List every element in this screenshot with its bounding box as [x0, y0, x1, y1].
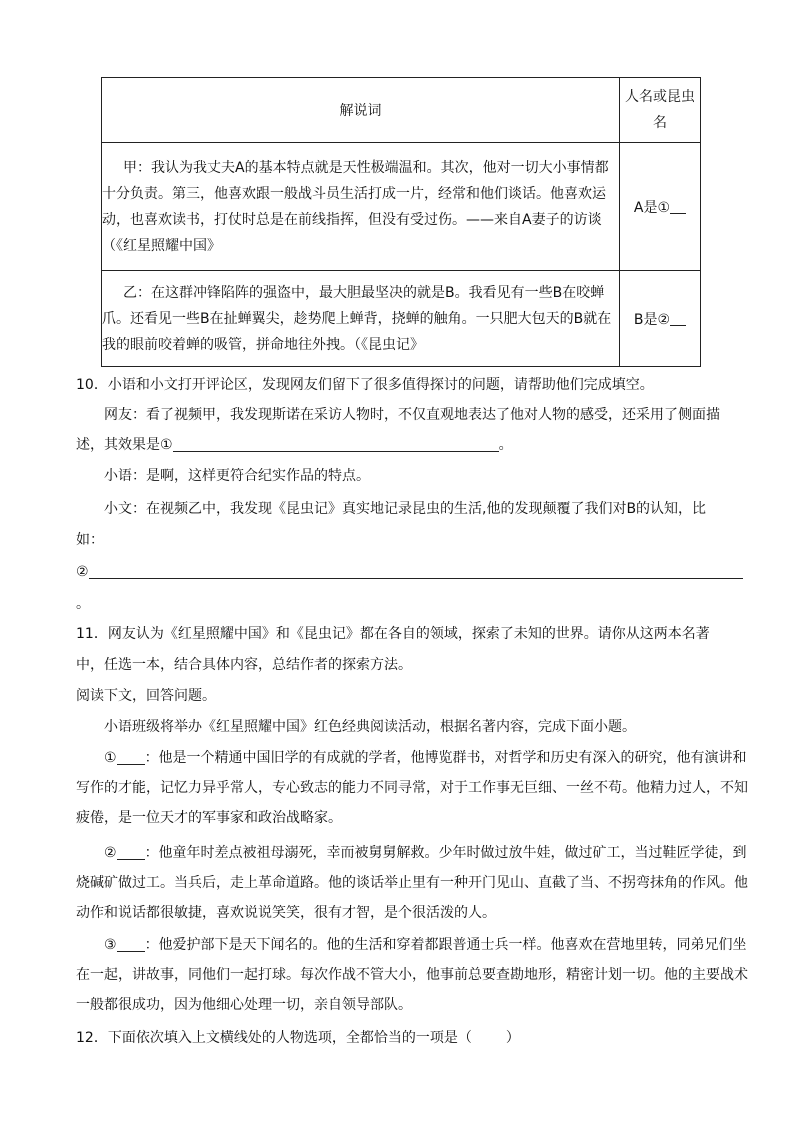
q12-close: ） — [505, 1030, 520, 1046]
answer-a-label: A是① — [633, 199, 671, 216]
q10-xiaowen-line1: 小文：在视频乙中，我发现《昆虫记》真实地记录昆虫的生活,他的发现颠覆了我们对B的认知，比 — [104, 501, 707, 517]
p1-label: ① — [104, 750, 117, 766]
q11-line1: 11．网友认为《红星照耀中国》和《昆虫记》都在各自的领域，探索了未知的世界。请你从这两本名著 — [76, 626, 710, 642]
q12-stem-line — [76, 1023, 748, 1053]
q10-netizen-prefix: 述，其效果是① — [76, 437, 173, 453]
q10-netizen-line2 — [76, 430, 748, 460]
header-name-line1: 人名或昆虫 — [625, 89, 695, 105]
p1-text: ：他是一个精通中国旧学的有成就的学者，他博览群书，对哲学和历史有深入的研究，他有演讲和写作的才能，记忆力异乎常人，专心致志的能力不同寻常，对于工作事无巨细、一丝不苟。他精力过人，不知疲倦，是一位天才的军事家和政治战略家。 — [76, 750, 748, 826]
row-yi-answer — [620, 271, 701, 367]
answer-b-blank[interactable] — [670, 311, 686, 326]
q10-xiaoyu: 小语：是啊，这样更符合纪实作品的特点。 — [104, 468, 370, 484]
q10-blank2-end: 。 — [76, 596, 90, 612]
reading-paragraph-2 — [76, 838, 748, 928]
reading-paragraph-3 — [76, 930, 748, 1020]
q10-stem: 10．小语和小文打开评论区，发现网友们留下了很多值得探讨的问题，请帮助他们完成填空。 — [76, 377, 654, 393]
q11-line2: 中，任选一本，结合具体内容，总结作者的探索方法。 — [76, 657, 412, 673]
answer-b-label: B是② — [633, 311, 671, 328]
header-commentary: 解说词 — [102, 78, 620, 143]
row-jia-text: 甲：我认为我丈夫A的基本特点就是天性极端温和。其次，他对一切大小事情都十分负责。第三，他喜欢跟一般战斗员生活打成一片，经常和他们谈话。他喜欢运动，也喜欢读书，打仗时总是在前线指挥，但没有受过伤。——来自A妻子的访谈（《红星照耀中国》 — [102, 143, 620, 271]
p2-label: ② — [104, 845, 117, 861]
question-table — [101, 77, 701, 367]
q10-netizen-end: 。 — [498, 437, 513, 453]
p3-label: ③ — [104, 937, 117, 953]
reading-intro: 小语班级将举办《红星照耀中国》红色经典阅读活动，根据名著内容，完成下面小题。 — [104, 719, 636, 735]
q12-stem: 12．下面依次填入上文横线处的人物选项，全都恰当的一项是（ — [76, 1030, 472, 1046]
row-jia-answer — [620, 143, 701, 271]
q10-blank-1[interactable] — [173, 435, 499, 452]
p1-blank[interactable] — [117, 748, 145, 765]
header-name-line2: 名 — [653, 115, 667, 131]
reading-paragraph-1 — [76, 743, 748, 833]
row-yi-text: 乙：在这群冲锋陷阵的强盗中，最大胆最坚决的就是B。我看见有一些B在咬蝉爪。还看见一些B在扯蝉翼尖，趁势爬上蝉背，挠蝉的触角。一只肥大包天的B就在我的眼前咬着蝉的吸管，拼命地往外拽。（《昆虫记》 — [102, 271, 620, 367]
q10-blank2-label: ② — [76, 564, 89, 580]
p3-text: ：他爱护部下是天下闻名的。他的生活和穿着都跟普通士兵一样。他喜欢在营地里转，同弟兄们坐在一起，讲故事，同他们一起打球。每次作战不管大小，他事前总要查勘地形，精密计划一切。他的主要战术一般都很成功，因为他细心处理一切，亲自领导部队。 — [76, 937, 748, 1013]
p2-blank[interactable] — [117, 843, 145, 860]
q10-blank-2[interactable] — [89, 562, 743, 579]
p2-text: ：他童年时差点被祖母溺死，幸而被舅舅解救。少年时做过放牛娃，做过矿工，当过鞋匠学徒，到烧碱矿做过工。当兵后，走上革命道路。他的谈话举止里有一种开门见山、直截了当、不拐弯抹角的作风。他动作和说话都很敏捷，喜欢说说笑笑，很有才智，是个很活泼的人。 — [76, 845, 748, 921]
reading-instruction: 阅读下文，回答问题。 — [76, 688, 216, 704]
q10-xiaowen-line2: 如： — [76, 532, 104, 548]
q10-netizen-line1: 网友：看了视频甲，我发现斯诺在采访人物时，不仅直观地表达了他对人物的感受，还采用了侧面描 — [104, 407, 720, 423]
header-name — [620, 78, 701, 143]
answer-a-blank[interactable] — [670, 199, 686, 214]
q10-blank2-row — [76, 557, 748, 587]
p3-blank[interactable] — [117, 935, 145, 952]
